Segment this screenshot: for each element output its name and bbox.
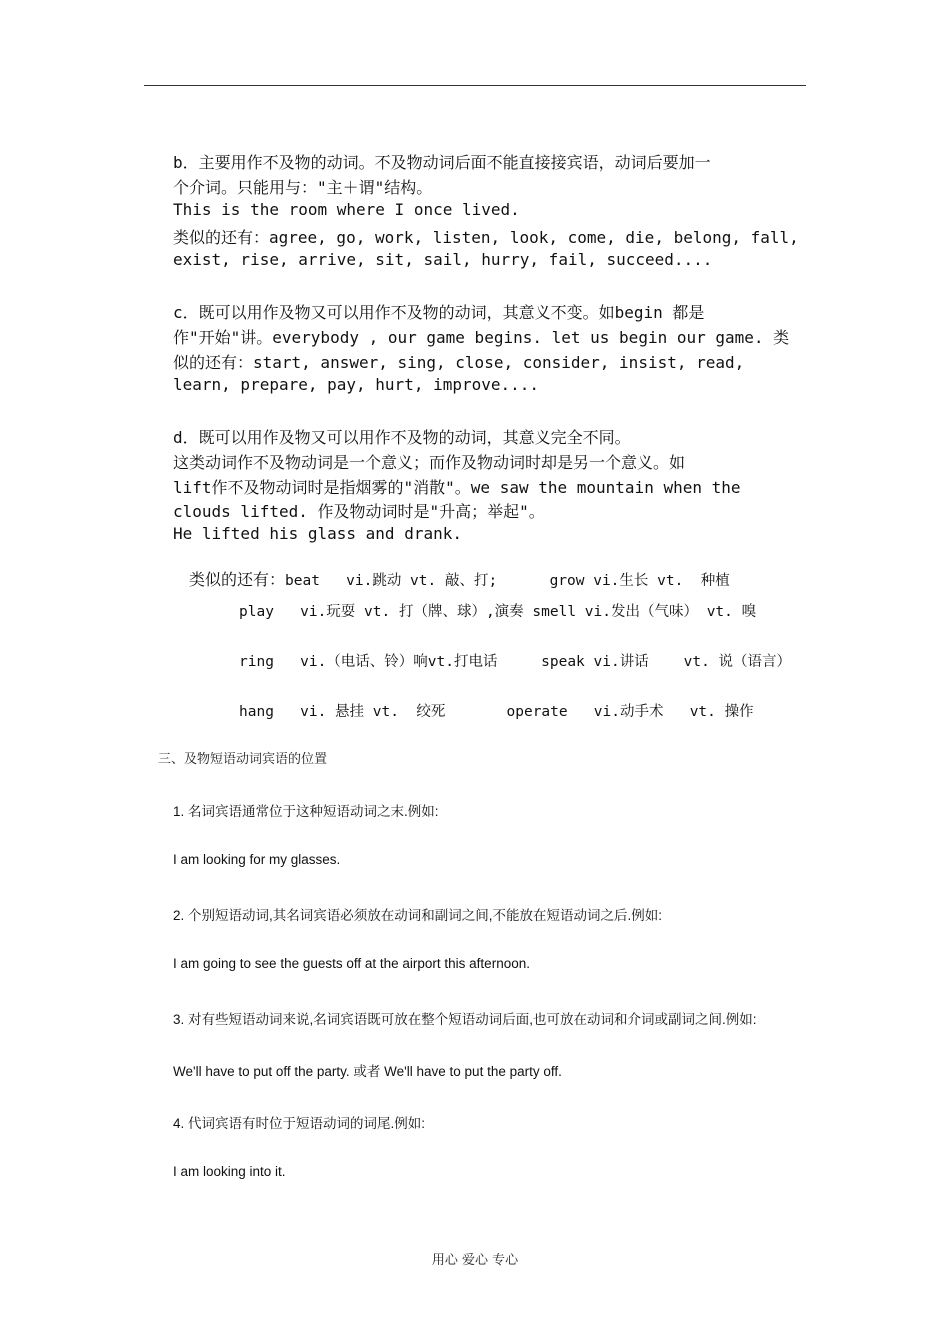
section-c-line-2: 作"开始"讲。everybody , our game begins. let us begin our game. 类 bbox=[173, 328, 790, 347]
section-b-line-2: 个介词。只能用与："主＋谓"结构。 bbox=[173, 178, 433, 197]
section-c-line-3: 似的还有：start, answer, sing, close, consider, insist, read, bbox=[173, 353, 745, 372]
section-b-example: This is the room where I once lived. bbox=[173, 200, 520, 219]
section-c-line-4: learn, prepare, pay, hurt, improve.... bbox=[173, 375, 540, 394]
section-b-similar-2: exist, rise, arrive, sit, sail, hurry, fail, succeed.... bbox=[173, 250, 713, 269]
example-4: I am looking into it. bbox=[173, 1164, 286, 1179]
section-d-line-1: d．既可以用作及物又可以用作不及物的动词，其意义完全不同。 bbox=[173, 428, 631, 447]
example-3: We'll have to put off the party. 或者 We'll have to put the party off. bbox=[173, 1064, 562, 1079]
rule-item-3: 3. 对有些短语动词来说,名词宾语既可放在整个短语动词后面,也可放在动词和介词或副词之间.例如: bbox=[173, 1012, 757, 1027]
example-2: I am going to see the guests off at the airport this afternoon. bbox=[173, 956, 530, 971]
section-b-similar-1: 类似的还有：agree, go, work, listen, look, come, die, belong, fall, bbox=[173, 228, 799, 247]
section-d-line-3: lift作不及物动词时是指烟雾的"消散"。we saw the mountain when the bbox=[173, 478, 741, 497]
verb-row-play-smell: play vi.玩耍 vt. 打（牌、球）,演奏 smell vi.发出（气味） vt. 嗅 bbox=[239, 604, 757, 620]
section-d-example: He lifted his glass and drank. bbox=[173, 524, 462, 543]
section-d-line-4: clouds lifted. 作及物动词时是"升高；举起"。 bbox=[173, 502, 545, 521]
rule-item-2: 2. 个别短语动词,其名词宾语必须放在动词和副词之间,不能放在短语动词之后.例如: bbox=[173, 908, 663, 923]
section-d-line-2: 这类动词作不及物动词是一个意义；而作及物动词时却是另一个意义。如 bbox=[173, 453, 686, 472]
example-1: I am looking for my glasses. bbox=[173, 852, 341, 867]
similar-prefix: 类似的还有： bbox=[189, 570, 286, 589]
rule-item-4: 4. 代词宾语有时位于短语动词的词尾.例如: bbox=[173, 1116, 426, 1131]
section-b-line-1: b．主要用作不及物的动词。不及物动词后面不能直接接宾语，动词后要加一 bbox=[173, 153, 711, 172]
section-c-line-1: c．既可以用作及物又可以用作不及物的动词，其意义不变。如begin 都是 bbox=[173, 303, 705, 322]
similar-beat-grow: beat vi.跳动 vt. 敲、打; grow vi.生长 vt. 种植 bbox=[285, 573, 730, 589]
page-footer: 用心 爱心 专心 bbox=[431, 1253, 519, 1268]
verb-row-ring-speak: ring vi.（电话、铃）响vt.打电话 speak vi.讲话 vt. 说（语言） bbox=[239, 654, 792, 670]
verb-row-hang-operate: hang vi. 悬挂 vt. 绞死 operate vi.动手术 vt. 操作 bbox=[239, 704, 754, 720]
rule-item-1: 1. 名词宾语通常位于这种短语动词之末.例如: bbox=[173, 804, 439, 819]
header-rule bbox=[144, 85, 806, 86]
section-3-heading: 三、及物短语动词宾语的位置 bbox=[158, 752, 328, 767]
